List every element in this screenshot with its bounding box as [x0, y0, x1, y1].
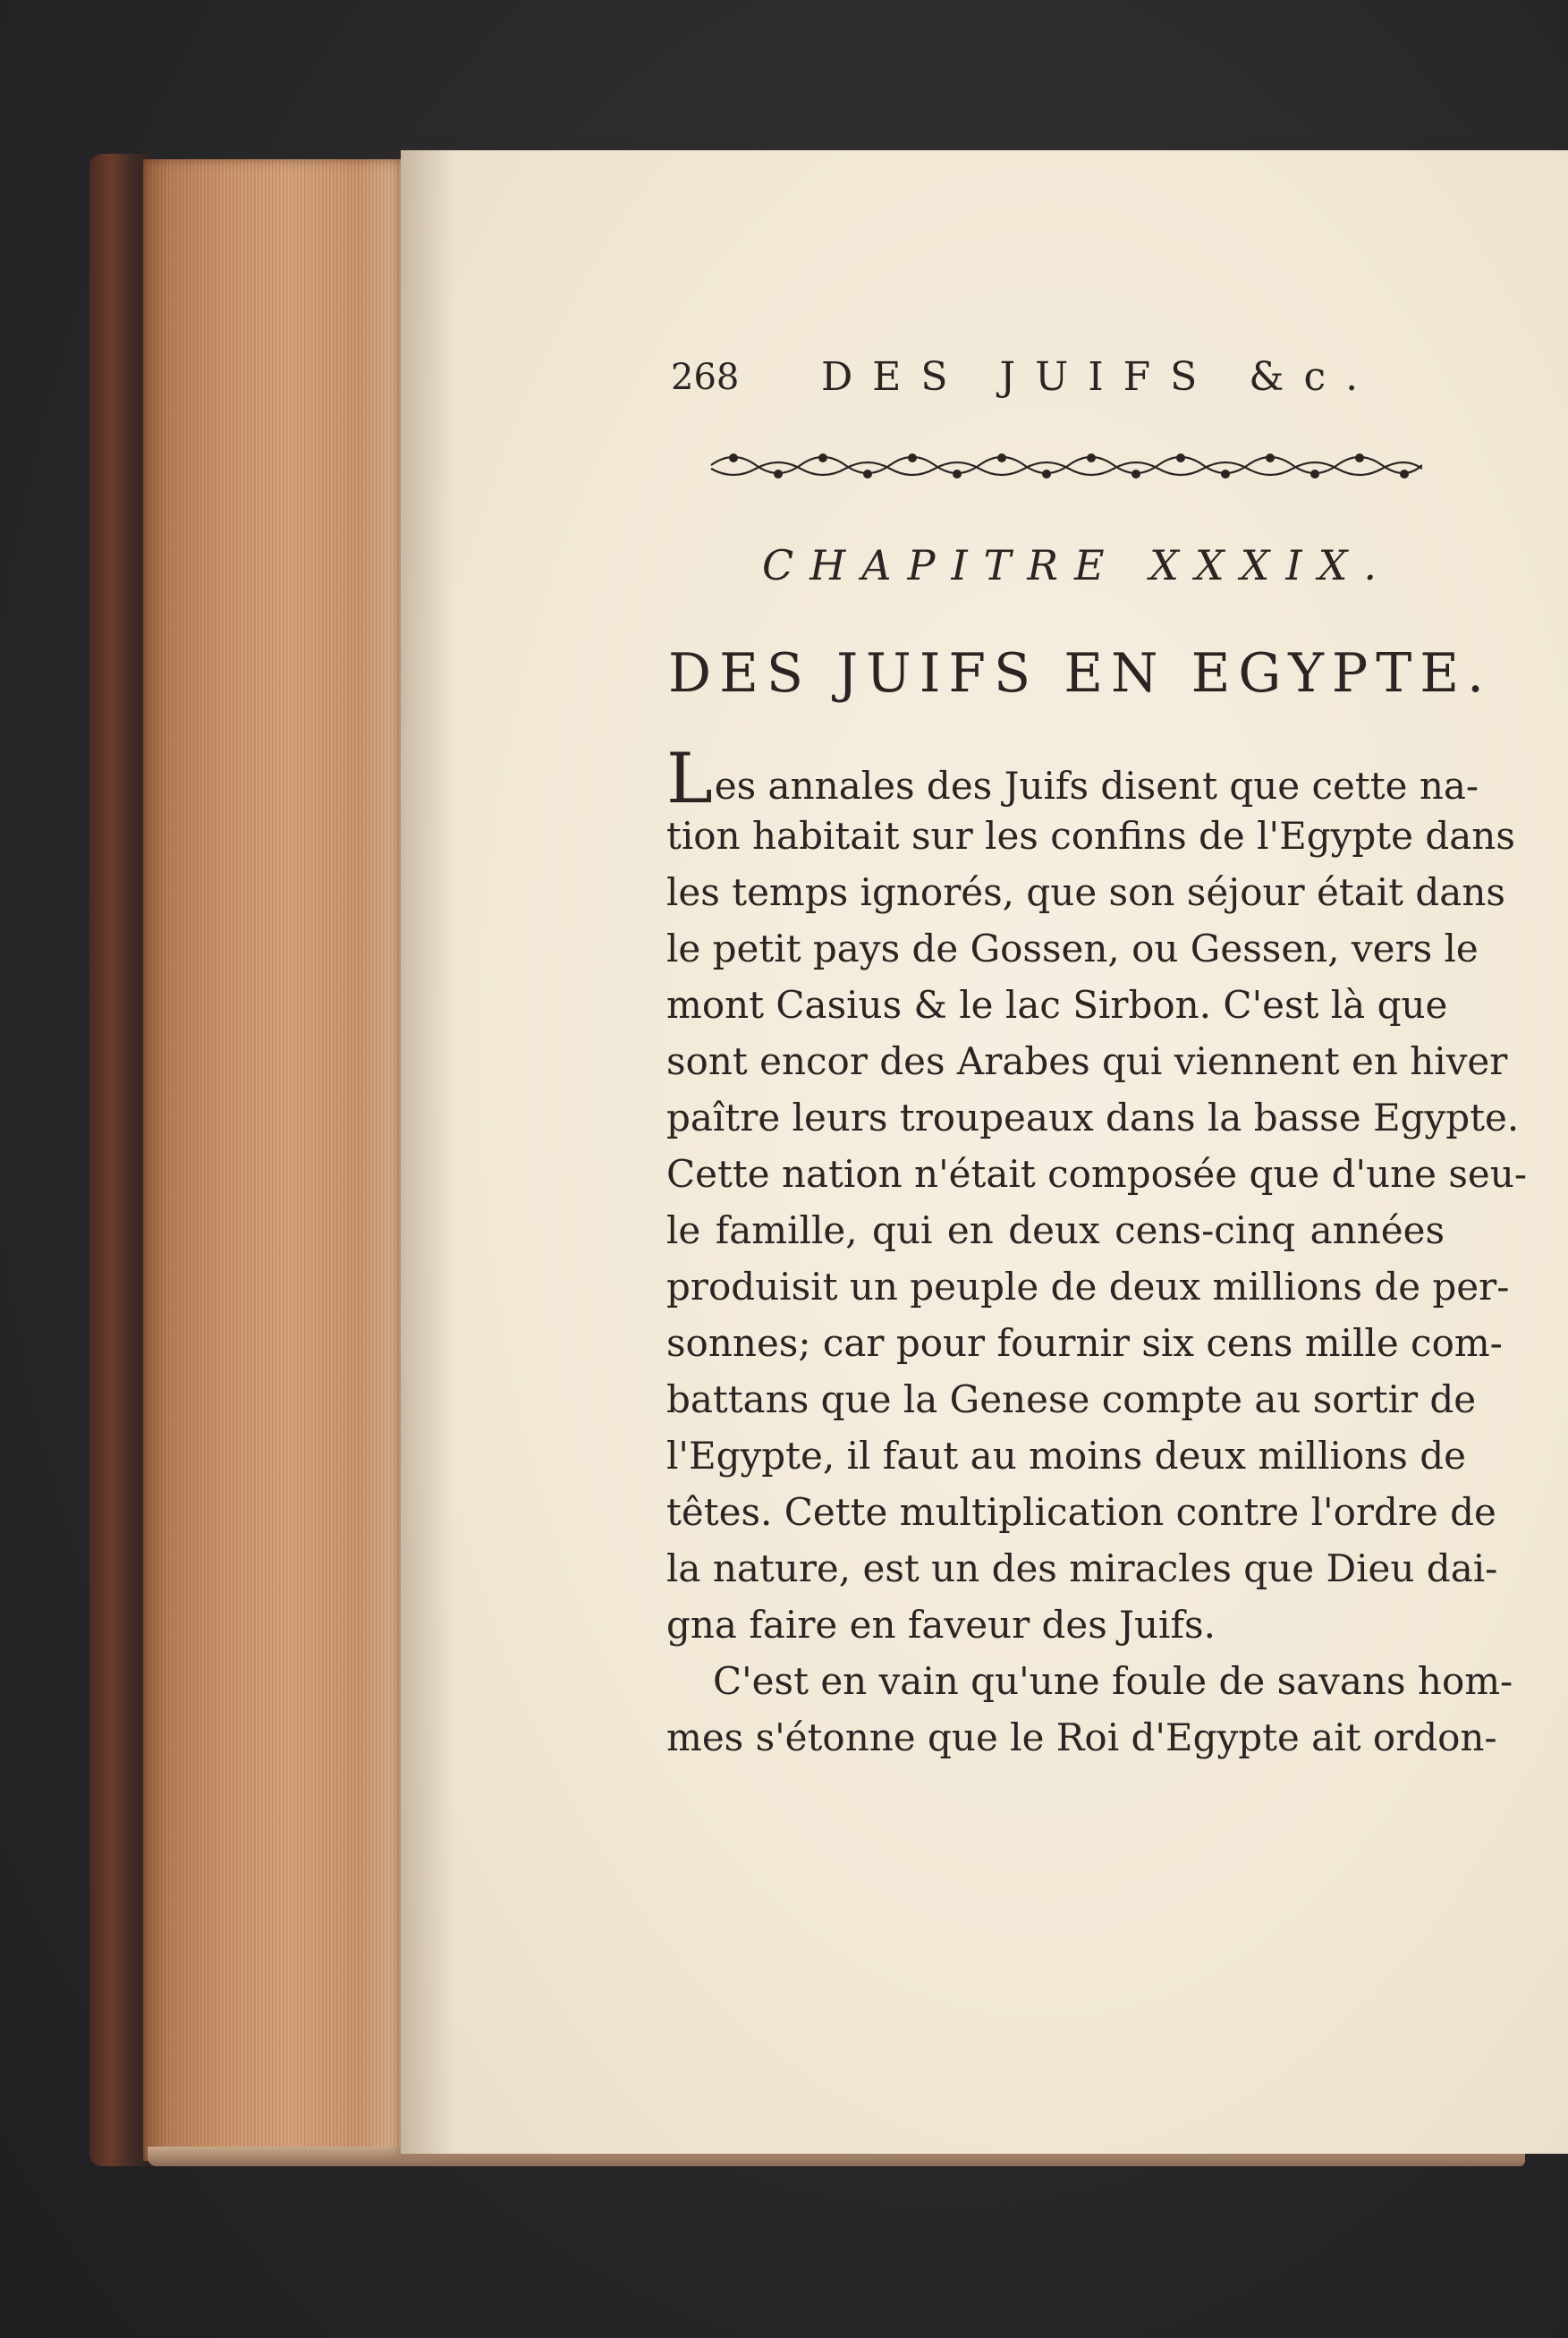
text-line: sonnes; car pour fournir six cens mille com- — [666, 1321, 1503, 1365]
text-line: la nature, est un des miracles que Dieu dai- — [666, 1546, 1498, 1590]
text-line: les temps ignorés, que son séjour était dans — [666, 870, 1505, 914]
text-line: battans que la Genese compte au sortir de — [666, 1377, 1477, 1421]
text-line: têtes. Cette multiplication contre l'ordre de — [666, 1490, 1496, 1534]
chapter-label: CHAPITRE XXXIX. — [762, 541, 1393, 589]
text-line: Cette nation n'était composée que d'une seu- — [666, 1152, 1528, 1196]
text-line: mont Casius & le lac Sirbon. C'est là que — [666, 983, 1448, 1027]
text-line: le petit pays de Gossen, ou Gessen, vers le — [666, 927, 1479, 970]
text-line: mes s'étonne que le Roi d'Egypte ait ordon- — [666, 1715, 1497, 1759]
text-line: l'Egypte, il faut au moins deux millions de — [666, 1434, 1466, 1478]
drop-cap: L — [666, 739, 713, 819]
text-line: le famille, qui en deux cens-cinq années — [666, 1208, 1445, 1252]
page-fore-edge — [143, 159, 411, 2161]
text-line: sont encor des Arabes qui viennent en hiver — [666, 1039, 1508, 1083]
running-title: DES JUIFS &c. — [821, 354, 1378, 400]
text-line: gna faire en faveur des Juifs. — [666, 1603, 1216, 1647]
text-line: tion habitait sur les confins de l'Egypte dans — [666, 814, 1515, 858]
chapter-title: DES JUIFS EN EGYPTE. — [668, 642, 1493, 705]
text-line: produisit un peuple de deux millions de per- — [666, 1265, 1510, 1309]
text-line: C'est en vain qu'une foule de savans hom- — [713, 1659, 1513, 1703]
floral-ornament-band — [707, 445, 1422, 485]
text-line: paître leurs troupeaux dans la basse Egypte. — [666, 1096, 1520, 1139]
page-number: 268 — [671, 357, 740, 398]
running-head — [671, 351, 1449, 404]
body-text — [666, 739, 1528, 1766]
text-line: Les annales des Juifs disent que cette na- — [666, 739, 1479, 819]
